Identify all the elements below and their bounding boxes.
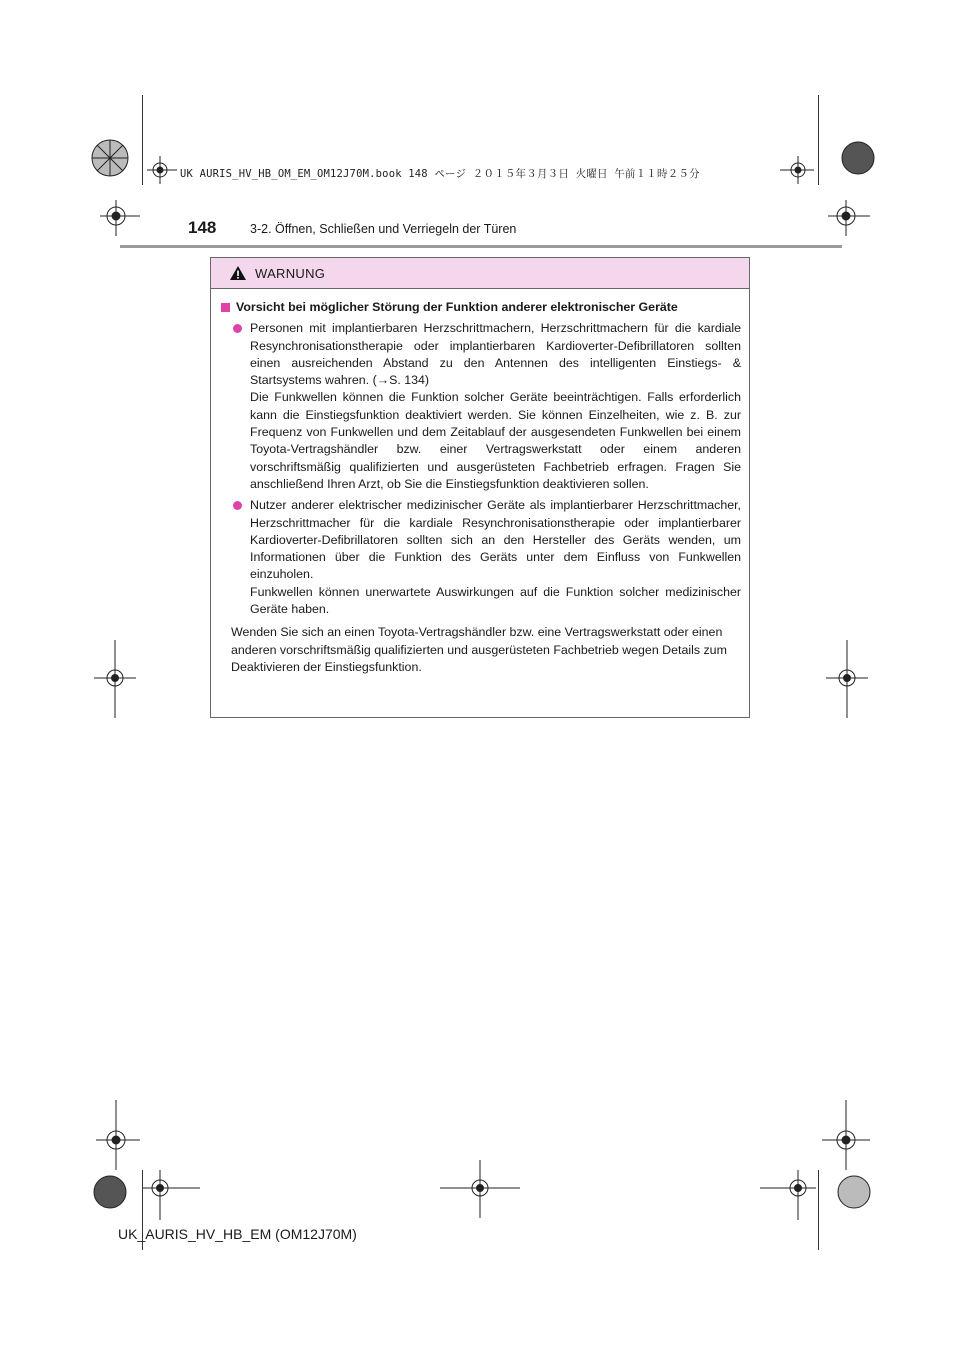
round-bullet-icon <box>233 501 242 510</box>
warning-title: WARNUNG <box>255 265 326 281</box>
bullet-paragraph: Funkwellen können unerwartete Auswirkungen auf die Funktion solcher medizinischer Geräte haben. <box>250 584 741 617</box>
closing-paragraph: Wenden Sie sich an einen Toyota-Vertragshändler bzw. eine Vertragswerkstatt oder einen anderen vorschriftsmäßig qualifizierten und ausgerüsteten Fachbetrieb wegen Details zum Deaktivieren der Einstiegsfunktion. <box>231 625 727 674</box>
registration-mark-bottom-center <box>440 1150 520 1220</box>
square-bullet-icon <box>221 303 230 312</box>
registration-mark-left-middle <box>90 640 140 720</box>
warning-triangle-icon <box>229 265 247 281</box>
print-marker: UK AURIS_HV_HB_OM_EM_OM12J70M.book 148 ページ ２０１５年３月３日 火曜日 午前１１時２５分 <box>180 168 700 180</box>
warning-closing <box>231 624 741 676</box>
footer-code: UK_AURIS_HV_HB_EM (OM12J70M) <box>118 1226 357 1242</box>
warning-subheading-text: Vorsicht bei möglicher Störung der Funktion anderer elektronischer Geräte <box>236 300 678 314</box>
bullet-paragraph: Die Funkwellen können die Funktion solcher Geräte beeinträchtigen. Falls erforderlich kann die Einstiegsfunktion deaktiviert werden. Sie können Einzelheiten, wie z. B. zur Frequenz von Funkwellen und dem Zeitablauf der ausgesendeten Funkwellen bei einem Toyota-Vertragshändler bzw. einer Vertragswerkstatt oder einem anderen vorschriftsmäßig qualifizierten und ausgerüsteten Fachbetrieb erfragen. Fragen Sie anschließend Ihren Arzt, ob Sie die Einstiegsfunktion deaktivieren sollen. <box>250 390 741 491</box>
header-rule <box>120 245 842 248</box>
warning-bullet <box>219 497 741 618</box>
bullet-paragraph: Personen mit implantierbaren Herzschrittmachern, Herzschrittmachern für die kardiale Resynchronisationstherapie oder implantierbaren Kardioverter-Defibrillatoren sollten einen ausreichenden Abstand zu den Antennen des intelligenten Einstiegs- & Startsystems wahren. (→S. 134) <box>250 321 741 388</box>
warning-box <box>210 257 750 718</box>
bullet-paragraph: Nutzer anderer elektrischer medizinischer Geräte als implantierbarer Herzschrittmacher, Herzschrittmacher für die kardiale Resynchronisationstherapie oder implantierbarer Kardioverter-Defibrillatoren sollten sich an den Hersteller des Geräts wenden, um Informationen über die Funktion des Geräts unter dem Einfluss von Funkwellen einzuholen. <box>250 498 741 582</box>
section-title: 3-2. Öffnen, Schließen und Verriegeln der Türen <box>250 222 517 236</box>
registration-mark-right-middle <box>822 640 872 720</box>
crop-line <box>818 1170 819 1250</box>
bullet-text <box>250 320 741 493</box>
warning-subheading <box>219 299 741 316</box>
warning-body <box>211 289 749 676</box>
registration-mark-bottom-right <box>760 1100 880 1230</box>
registration-mark-bottom-left <box>80 1100 210 1230</box>
warning-bullet <box>219 320 741 493</box>
page-number: 148 <box>188 218 217 237</box>
warning-header <box>211 258 749 289</box>
bullet-text <box>250 497 741 618</box>
registration-mark-top-right <box>780 130 880 240</box>
crop-line <box>142 95 143 185</box>
crop-line <box>818 95 819 185</box>
round-bullet-icon <box>233 324 242 333</box>
registration-mark-top-left-small <box>145 150 185 190</box>
